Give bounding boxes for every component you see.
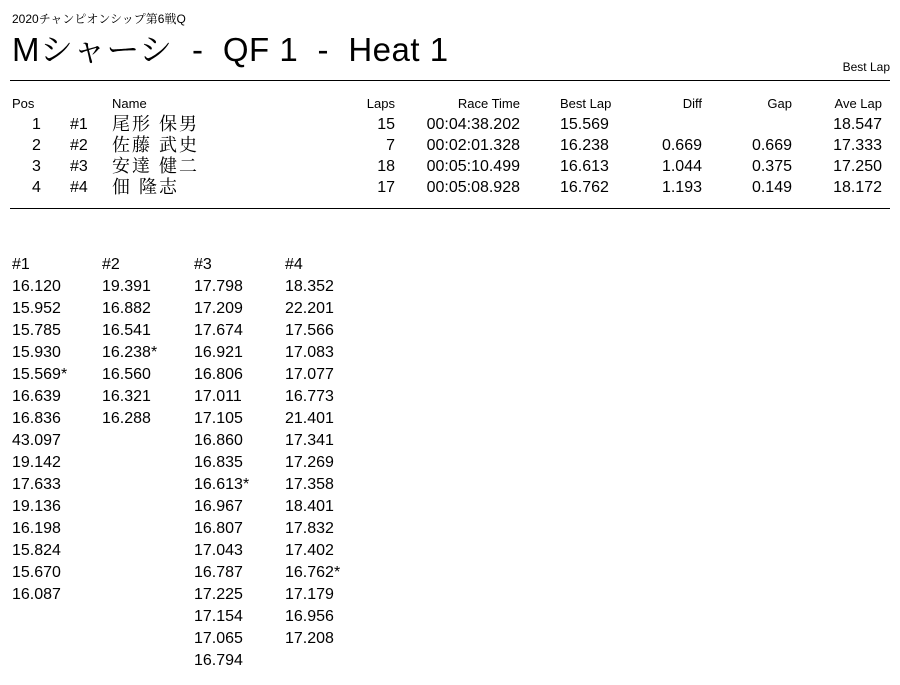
result-race-time: 00:05:08.928 xyxy=(426,179,520,196)
lap-column xyxy=(285,254,375,650)
lap-time: 17.566 xyxy=(285,322,334,339)
result-race-time: 00:02:01.328 xyxy=(426,137,520,154)
result-gap: 0.375 xyxy=(751,158,792,175)
result-pos: 4 xyxy=(32,179,41,196)
lap-time: 43.097 xyxy=(12,432,61,449)
lap-time: 17.208 xyxy=(285,630,334,647)
result-diff: 0.669 xyxy=(661,137,702,154)
lap-time: 15.569* xyxy=(12,366,68,383)
lap-time: 17.358 xyxy=(285,476,334,493)
lap-time: 16.120 xyxy=(12,278,61,295)
lap-time: 18.352 xyxy=(285,278,334,295)
col-name-header: Name xyxy=(112,96,147,111)
lap-time: 16.613* xyxy=(194,476,250,493)
result-pos: 3 xyxy=(32,158,41,175)
result-laps: 17 xyxy=(377,179,395,196)
best-lap-tag: Best Lap xyxy=(842,60,890,74)
result-number: #2 xyxy=(70,137,88,154)
lap-time: 17.633 xyxy=(12,476,61,493)
lap-time: 17.077 xyxy=(285,366,334,383)
result-ave-lap: 18.172 xyxy=(833,179,882,196)
results-table xyxy=(12,96,892,198)
lap-column-header: #1 xyxy=(12,256,30,273)
result-ave-lap: 18.547 xyxy=(833,116,882,133)
lap-time: 17.341 xyxy=(285,432,334,449)
results-divider xyxy=(10,208,890,209)
lap-time: 16.762* xyxy=(285,564,341,581)
lap-time: 17.225 xyxy=(194,586,243,603)
lap-column xyxy=(102,254,192,430)
event-subtitle: 2020チャンピオンシップ第6戦Q xyxy=(12,12,186,26)
col-best-lap-header: Best Lap xyxy=(560,96,612,111)
result-laps: 18 xyxy=(377,158,395,175)
lap-time: 16.860 xyxy=(194,432,243,449)
lap-time: 15.785 xyxy=(12,322,61,339)
col-ave-lap-header: Ave Lap xyxy=(834,96,882,111)
results-header-row xyxy=(12,96,892,114)
result-laps: 15 xyxy=(377,116,395,133)
lap-time: 17.209 xyxy=(194,300,243,317)
result-number: #4 xyxy=(70,179,88,196)
table-row xyxy=(12,135,892,156)
lap-column xyxy=(12,254,102,606)
result-ave-lap: 17.250 xyxy=(833,158,882,175)
lap-time: 16.806 xyxy=(194,366,243,383)
lap-column xyxy=(194,254,284,672)
lap-time: 17.179 xyxy=(285,586,334,603)
result-ave-lap: 17.333 xyxy=(833,137,882,154)
lap-time: 17.269 xyxy=(285,454,334,471)
lap-time: 16.794 xyxy=(194,652,243,669)
lap-time: 17.043 xyxy=(194,542,243,559)
lap-time: 16.882 xyxy=(102,300,151,317)
lap-time: 19.136 xyxy=(12,498,61,515)
lap-time: 19.142 xyxy=(12,454,61,471)
col-diff-header: Diff xyxy=(682,96,702,111)
lap-time: 15.952 xyxy=(12,300,61,317)
lap-time: 17.798 xyxy=(194,278,243,295)
lap-time: 16.773 xyxy=(285,388,334,405)
lap-time: 17.402 xyxy=(285,542,334,559)
lap-time: 16.541 xyxy=(102,322,151,339)
result-race-time: 00:04:38.202 xyxy=(426,116,520,133)
lap-time: 16.238* xyxy=(102,344,158,361)
result-number: #1 xyxy=(70,116,88,133)
result-number: #3 xyxy=(70,158,88,175)
lap-time: 15.670 xyxy=(12,564,61,581)
result-best-lap: 16.762 xyxy=(560,179,609,196)
lap-time: 17.083 xyxy=(285,344,334,361)
lap-column-header: #2 xyxy=(102,256,120,273)
result-driver-name: 佃 隆志 xyxy=(112,177,180,197)
table-row xyxy=(12,177,892,198)
result-diff: 1.044 xyxy=(661,158,702,175)
lap-time: 16.921 xyxy=(194,344,243,361)
lap-time: 21.401 xyxy=(285,410,334,427)
lap-time: 15.824 xyxy=(12,542,61,559)
lap-time: 15.930 xyxy=(12,344,61,361)
header-divider xyxy=(10,80,890,81)
col-pos-header: Pos xyxy=(12,96,35,111)
result-driver-name: 安達 健二 xyxy=(112,156,200,176)
lap-time: 16.967 xyxy=(194,498,243,515)
lap-time: 16.639 xyxy=(12,388,61,405)
page-title: Mシャーシ - QF 1 - Heat 1 xyxy=(12,31,449,68)
result-pos: 1 xyxy=(32,116,41,133)
lap-column-header: #3 xyxy=(194,256,212,273)
lap-time: 16.835 xyxy=(194,454,243,471)
lap-time: 17.674 xyxy=(194,322,243,339)
col-laps-header: Laps xyxy=(366,96,395,111)
result-driver-name: 尾形 保男 xyxy=(112,114,200,134)
result-best-lap: 15.569 xyxy=(560,116,609,133)
lap-time: 16.198 xyxy=(12,520,61,537)
result-race-time: 00:05:10.499 xyxy=(426,158,520,175)
result-pos: 2 xyxy=(32,137,41,154)
lap-column-header: #4 xyxy=(285,256,303,273)
lap-time: 16.087 xyxy=(12,586,61,603)
lap-time: 16.321 xyxy=(102,388,151,405)
col-race-time-header: Race Time xyxy=(457,96,520,111)
table-row xyxy=(12,156,892,177)
lap-time: 16.560 xyxy=(102,366,151,383)
result-driver-name: 佐藤 武史 xyxy=(112,135,200,155)
lap-time: 19.391 xyxy=(102,278,151,295)
result-laps: 7 xyxy=(386,137,395,154)
result-gap: 0.149 xyxy=(751,179,792,196)
result-diff: 1.193 xyxy=(661,179,702,196)
lap-time: 16.956 xyxy=(285,608,334,625)
lap-time: 16.836 xyxy=(12,410,61,427)
result-best-lap: 16.613 xyxy=(560,158,609,175)
lap-time: 16.288 xyxy=(102,410,151,427)
lap-time: 16.787 xyxy=(194,564,243,581)
lap-time: 17.832 xyxy=(285,520,334,537)
lap-time: 17.065 xyxy=(194,630,243,647)
table-row xyxy=(12,114,892,135)
lap-time: 18.401 xyxy=(285,498,334,515)
lap-time: 17.105 xyxy=(194,410,243,427)
col-gap-header: Gap xyxy=(767,96,792,111)
lap-time: 16.807 xyxy=(194,520,243,537)
lap-time: 17.154 xyxy=(194,608,243,625)
result-gap: 0.669 xyxy=(751,137,792,154)
lap-time: 22.201 xyxy=(285,300,334,317)
lap-time: 17.011 xyxy=(194,388,242,405)
result-best-lap: 16.238 xyxy=(560,137,609,154)
